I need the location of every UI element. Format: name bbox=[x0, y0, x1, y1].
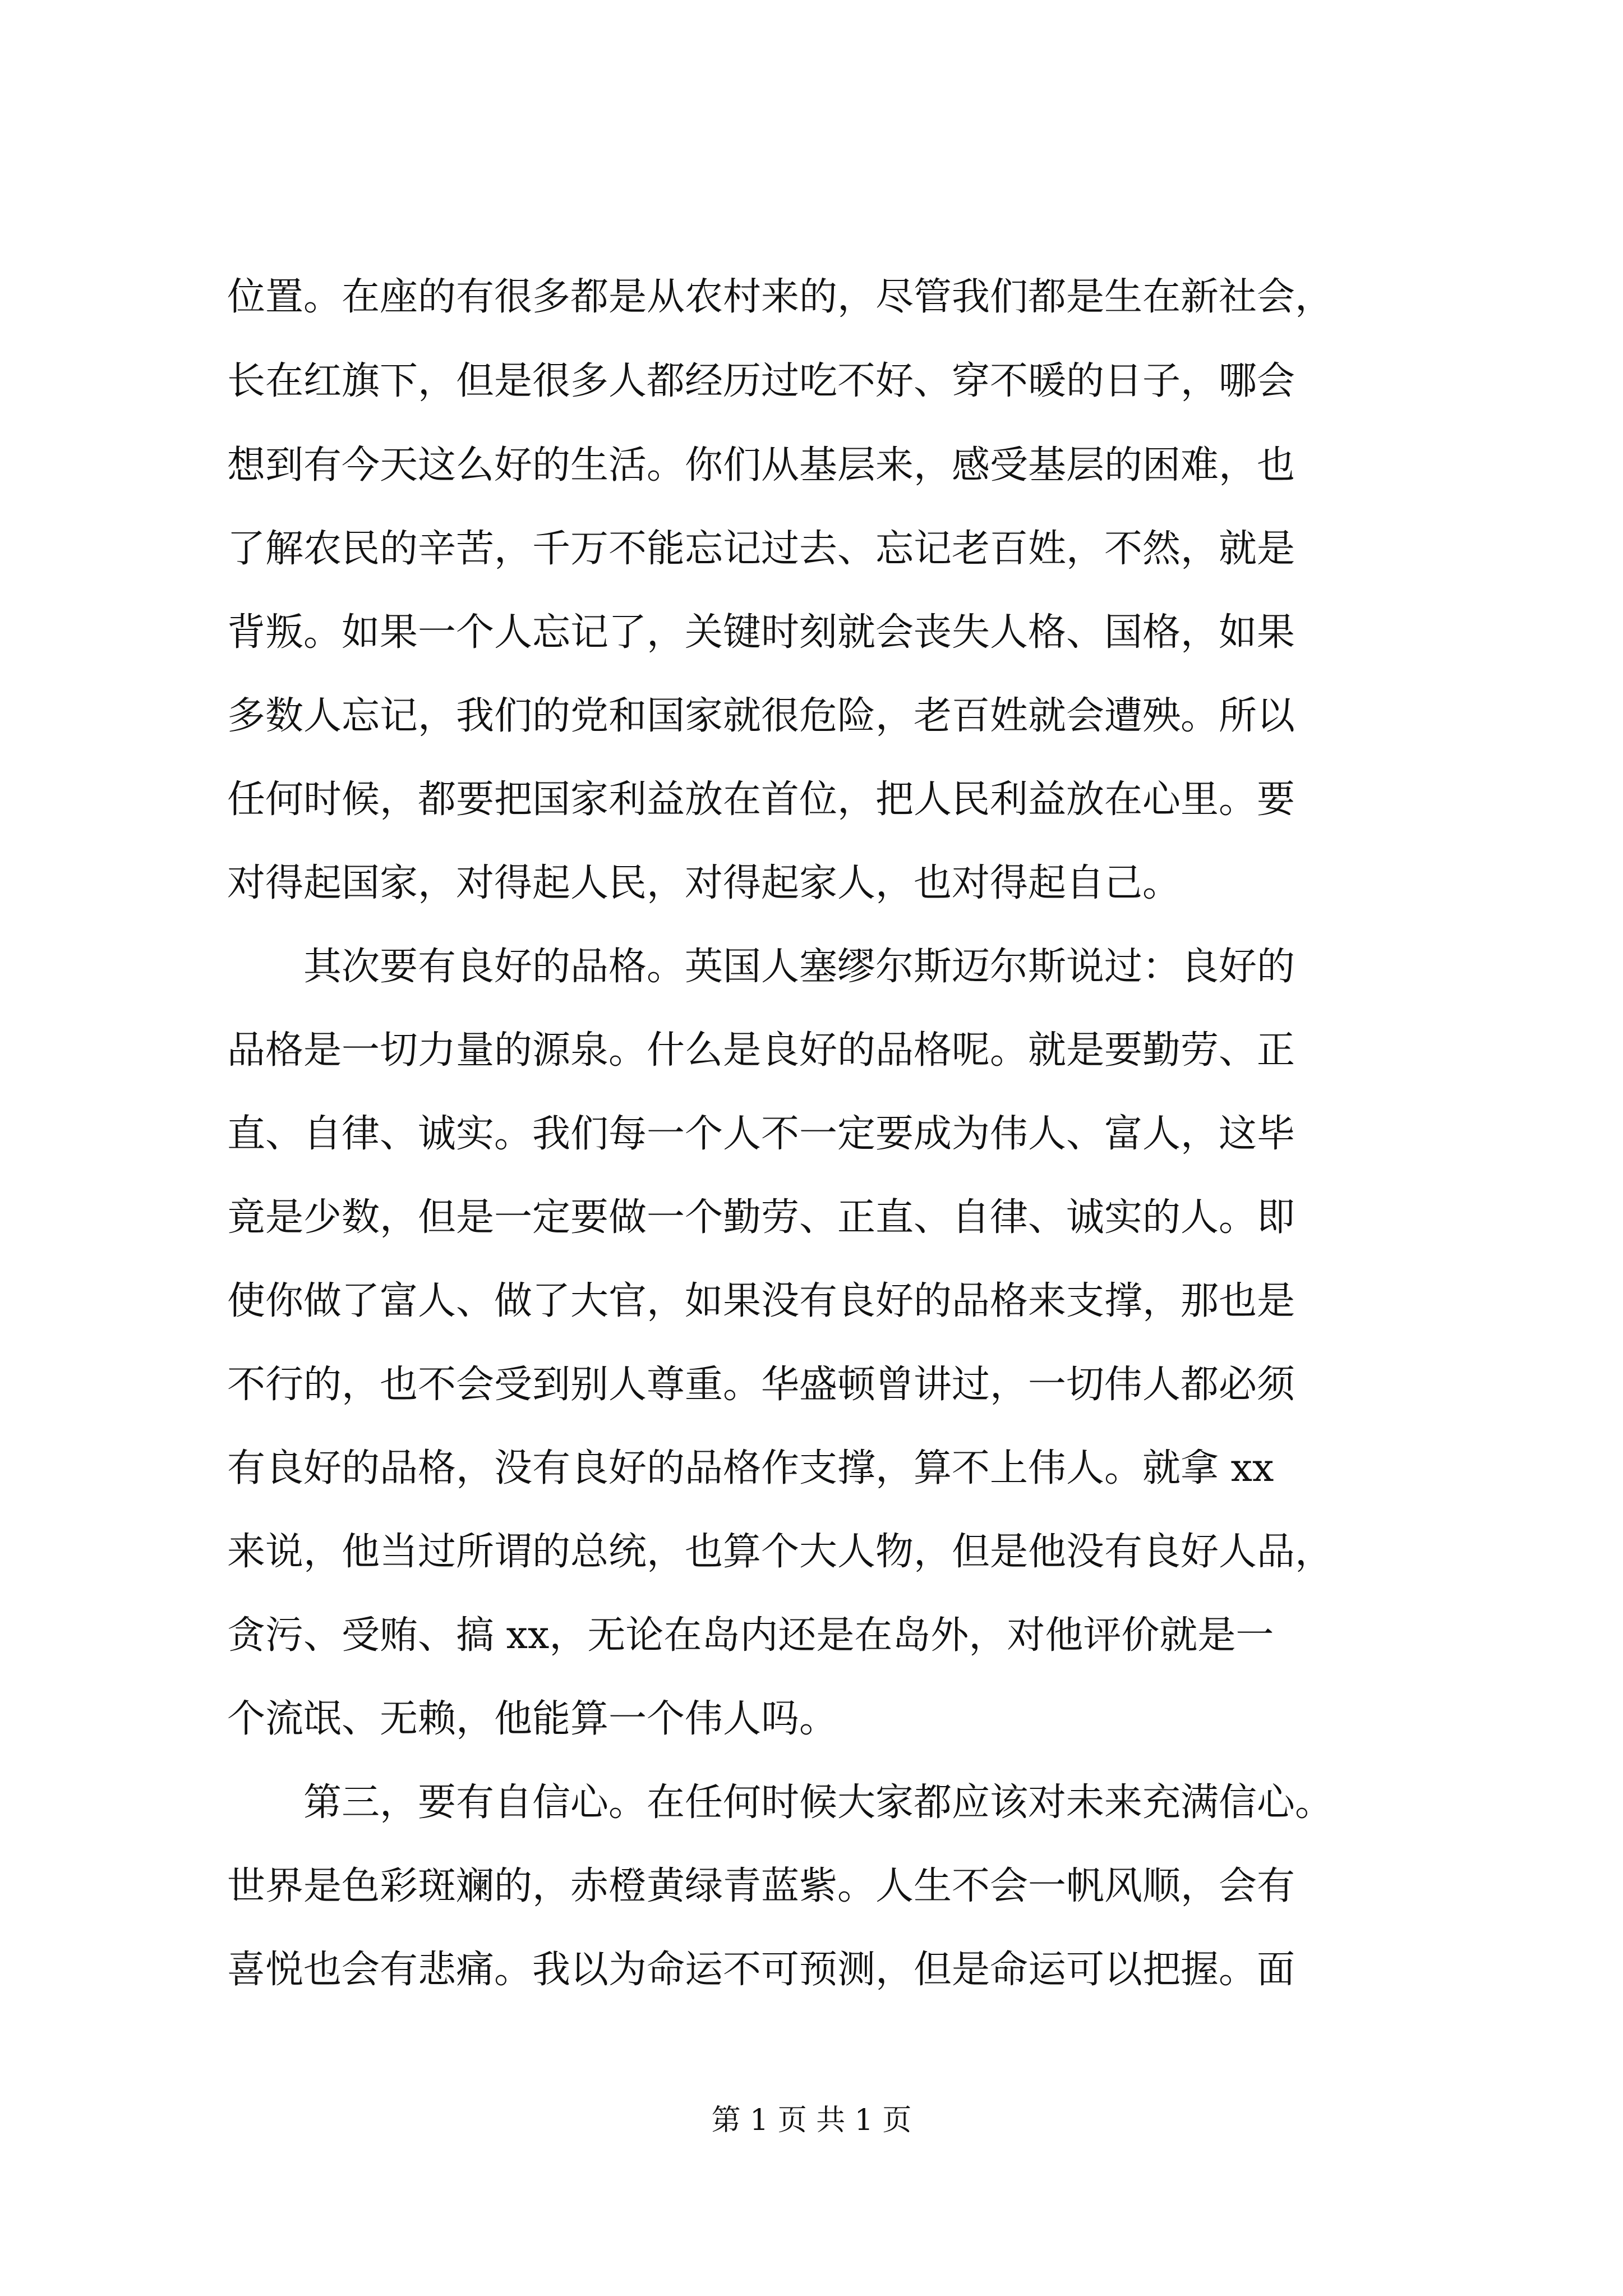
text-line: 长在红旗下，但是很多人都经历过吃不好、穿不暖的日子，哪会 bbox=[227, 359, 1295, 403]
text-line: 对得起国家，对得起人民，对得起家人，也对得起自己。 bbox=[227, 861, 1181, 905]
text-line: 世界是色彩斑斓的，赤橙黄绿青蓝紫。人生不会一帆风顺，会有 bbox=[227, 1864, 1295, 1908]
text-line: 任何时候，都要把国家利益放在首位，把人民利益放在心里。要 bbox=[227, 777, 1295, 822]
text-line: 来说，他当过所谓的总统，也算个大人物，但是他没有良好人品， bbox=[227, 1530, 1334, 1574]
text-line: 喜悦也会有悲痛。我以为命运不可预测，但是命运可以把握。面 bbox=[227, 1948, 1295, 1992]
text-line: 背叛。如果一个人忘记了，关键时刻就会丧失人格、国格，如果 bbox=[227, 610, 1295, 655]
text-line: 个流氓、无赖，他能算一个伟人吗。 bbox=[227, 1697, 838, 1741]
text-line: 有良好的品格，没有良好的品格作支撑，算不上伟人。就拿 xx bbox=[227, 1446, 1274, 1490]
text-line: 了解农民的辛苦，千万不能忘记过去、忘记老百姓，不然，就是 bbox=[227, 527, 1295, 571]
text-line: 直、自律、诚实。我们每一个人不一定要成为伟人、富人，这毕 bbox=[227, 1112, 1295, 1156]
text-line: 使你做了富人、做了大官，如果没有良好的品格来支撑，那也是 bbox=[227, 1279, 1295, 1323]
text-line: 想到有今天这么好的生活。你们从基层来，感受基层的困难，也 bbox=[227, 443, 1295, 487]
paragraph-first-line: 其次要有良好的品格。英国人塞缪尔斯迈尔斯说过：良好的 bbox=[303, 945, 1295, 989]
text-line: 位置。在座的有很多都是从农村来的，尽管我们都是生在新社会， bbox=[227, 275, 1334, 319]
text-line: 竟是少数，但是一定要做一个勤劳、正直、自律、诚实的人。即 bbox=[227, 1195, 1295, 1240]
text-line: 不行的，也不会受到别人尊重。华盛顿曾讲过，一切伟人都必须 bbox=[227, 1363, 1295, 1407]
paragraph-first-line: 第三，要有自信心。在任何时候大家都应该对未来充满信心。 bbox=[303, 1780, 1334, 1825]
text-line: 贪污、受贿、搞 xx，无论在岛内还是在岛外，对他评价就是一 bbox=[227, 1613, 1274, 1658]
text-line: 品格是一切力量的源泉。什么是良好的品格呢。就是要勤劳、正 bbox=[227, 1028, 1295, 1073]
text-line: 多数人忘记，我们的党和国家就很危险，老百姓就会遭殃。所以 bbox=[227, 694, 1295, 738]
page-footer: 第 1 页 共 1 页 bbox=[711, 2104, 912, 2137]
